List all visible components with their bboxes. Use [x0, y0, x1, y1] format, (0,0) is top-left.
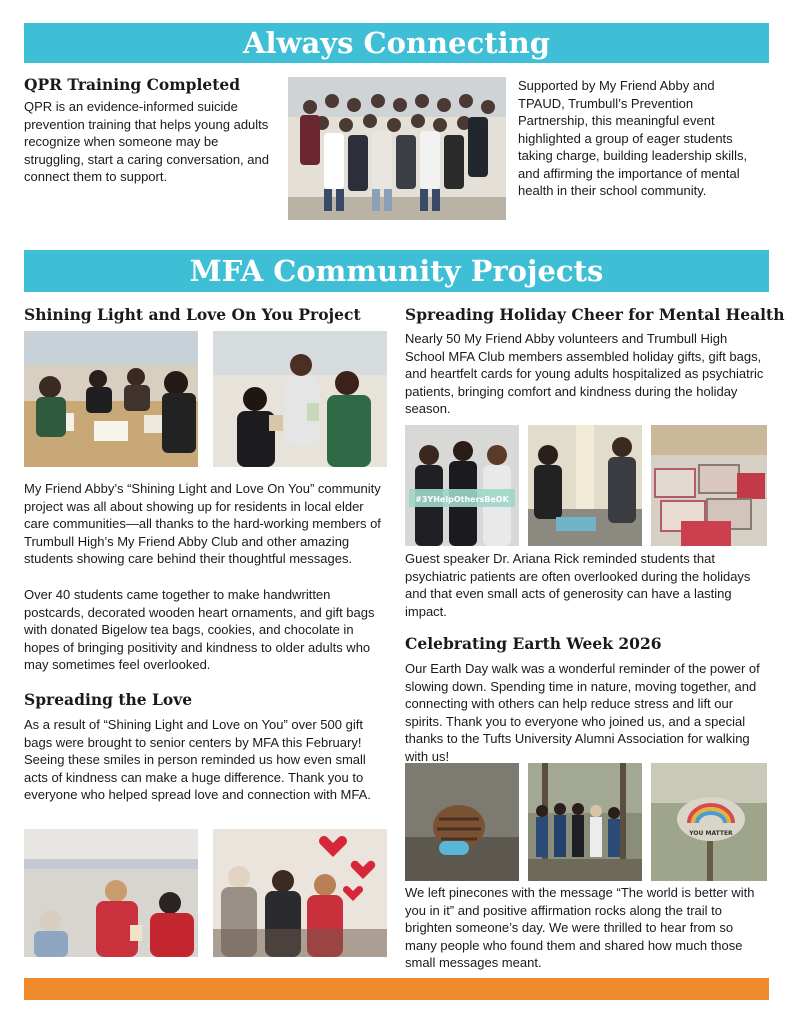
love-photo-seniors-1 [24, 829, 198, 957]
holiday-paragraph-1: Nearly 50 My Friend Abby volunteers and Trumbull High School MFA Club members assembled holiday gifts, gift bags, and heartfelt cards for young adults hospitalized as psychiatric patients, bringing comfort and kindness during the holiday season. [405, 331, 764, 416]
shining-light-heading: Shining Light and Love On You Project [24, 305, 361, 324]
holiday-photo-gift-bags [651, 425, 767, 546]
holiday-photo-volunteers [405, 425, 519, 546]
community-projects-banner [24, 250, 769, 292]
earth-week-paragraph-2: We left pinecones with the message “The world is better with you in it” and positive affirmation rocks along the trail to brighten someone’s day. We were thrilled to hear from so many people who found them and shared how much those small messages meant. [405, 885, 755, 970]
holiday-sign-text: #3YHelpOthersBeOK [415, 495, 509, 504]
earth-week-paragraph-1: Our Earth Day walk was a wonderful reminder of the power of slowing down. Spending time in nature, moving together, and connecting with others can help reduce stress and lift our spirits. Thank you to everyone who joined us, and a special thanks to the Tufts University Alumni Association for walking with us! [405, 661, 760, 764]
footer-bar [24, 978, 769, 1000]
love-photo-seniors-2 [213, 829, 387, 957]
always-connecting-title: Always Connecting [242, 26, 551, 60]
holiday-photo-assembling [528, 425, 642, 546]
qpr-group-photo [288, 77, 506, 220]
qpr-heading: QPR Training Completed [24, 75, 241, 94]
spreading-love-heading: Spreading the Love [24, 690, 193, 709]
shining-photo-crafting [24, 331, 198, 467]
shining-paragraph-2: Over 40 students came together to make handwritten postcards, decorated wooden heart ornaments, and gift bags with donated Bigelow tea bags, cookies, and chocolate in hopes of bringing positivity and kindness to older adults who may sometimes feel overlooked. [24, 587, 375, 672]
earth-week-heading: Celebrating Earth Week 2026 [405, 634, 662, 653]
rock-text: YOU MATTER [689, 830, 733, 837]
holiday-heading: Spreading Holiday Cheer for Mental Health [405, 305, 785, 324]
qpr-support-text: Supported by My Friend Abby and TPAUD, Trumbull’s Prevention Partnership, this meaningful event highlighted a group of eager students taking charge, building leadership skills, and affirming the importance of mental health in their school community. [518, 78, 748, 198]
qpr-body: QPR is an evidence-informed suicide prevention training that helps young adults recognize when someone may be struggling, start a caring conversation, and connect them to support. [24, 99, 269, 184]
shining-paragraph-1: My Friend Abby’s “Shining Light and Love On You” community project was all about showing up for residents in local elder care communities—all thanks to the hard-working members of Trumbull High’s My Friend Abby Club and other amazing students showing care behind their thoughtful messages. [24, 481, 381, 566]
earth-photo-rock [651, 763, 767, 881]
holiday-paragraph-2: Guest speaker Dr. Ariana Rick reminded students that psychiatric patients are often overlooked during the holidays and that even small acts of generosity can have a lasting impact. [405, 551, 751, 619]
always-connecting-banner [24, 23, 769, 63]
spreading-love-paragraph: As a result of “Shining Light and Love on You” over 500 gift bags were brought to senior centers by MFA this February! Seeing these smiles in person reminded us how even small acts of kindness can make a huge difference. Thank you to everyone who helped spread love and connection with MFA. [24, 717, 371, 802]
earth-photo-walkers [528, 763, 642, 881]
community-projects-title: MFA Community Projects [189, 254, 604, 288]
shining-photo-students [213, 331, 387, 467]
earth-photo-pinecone [405, 763, 519, 881]
